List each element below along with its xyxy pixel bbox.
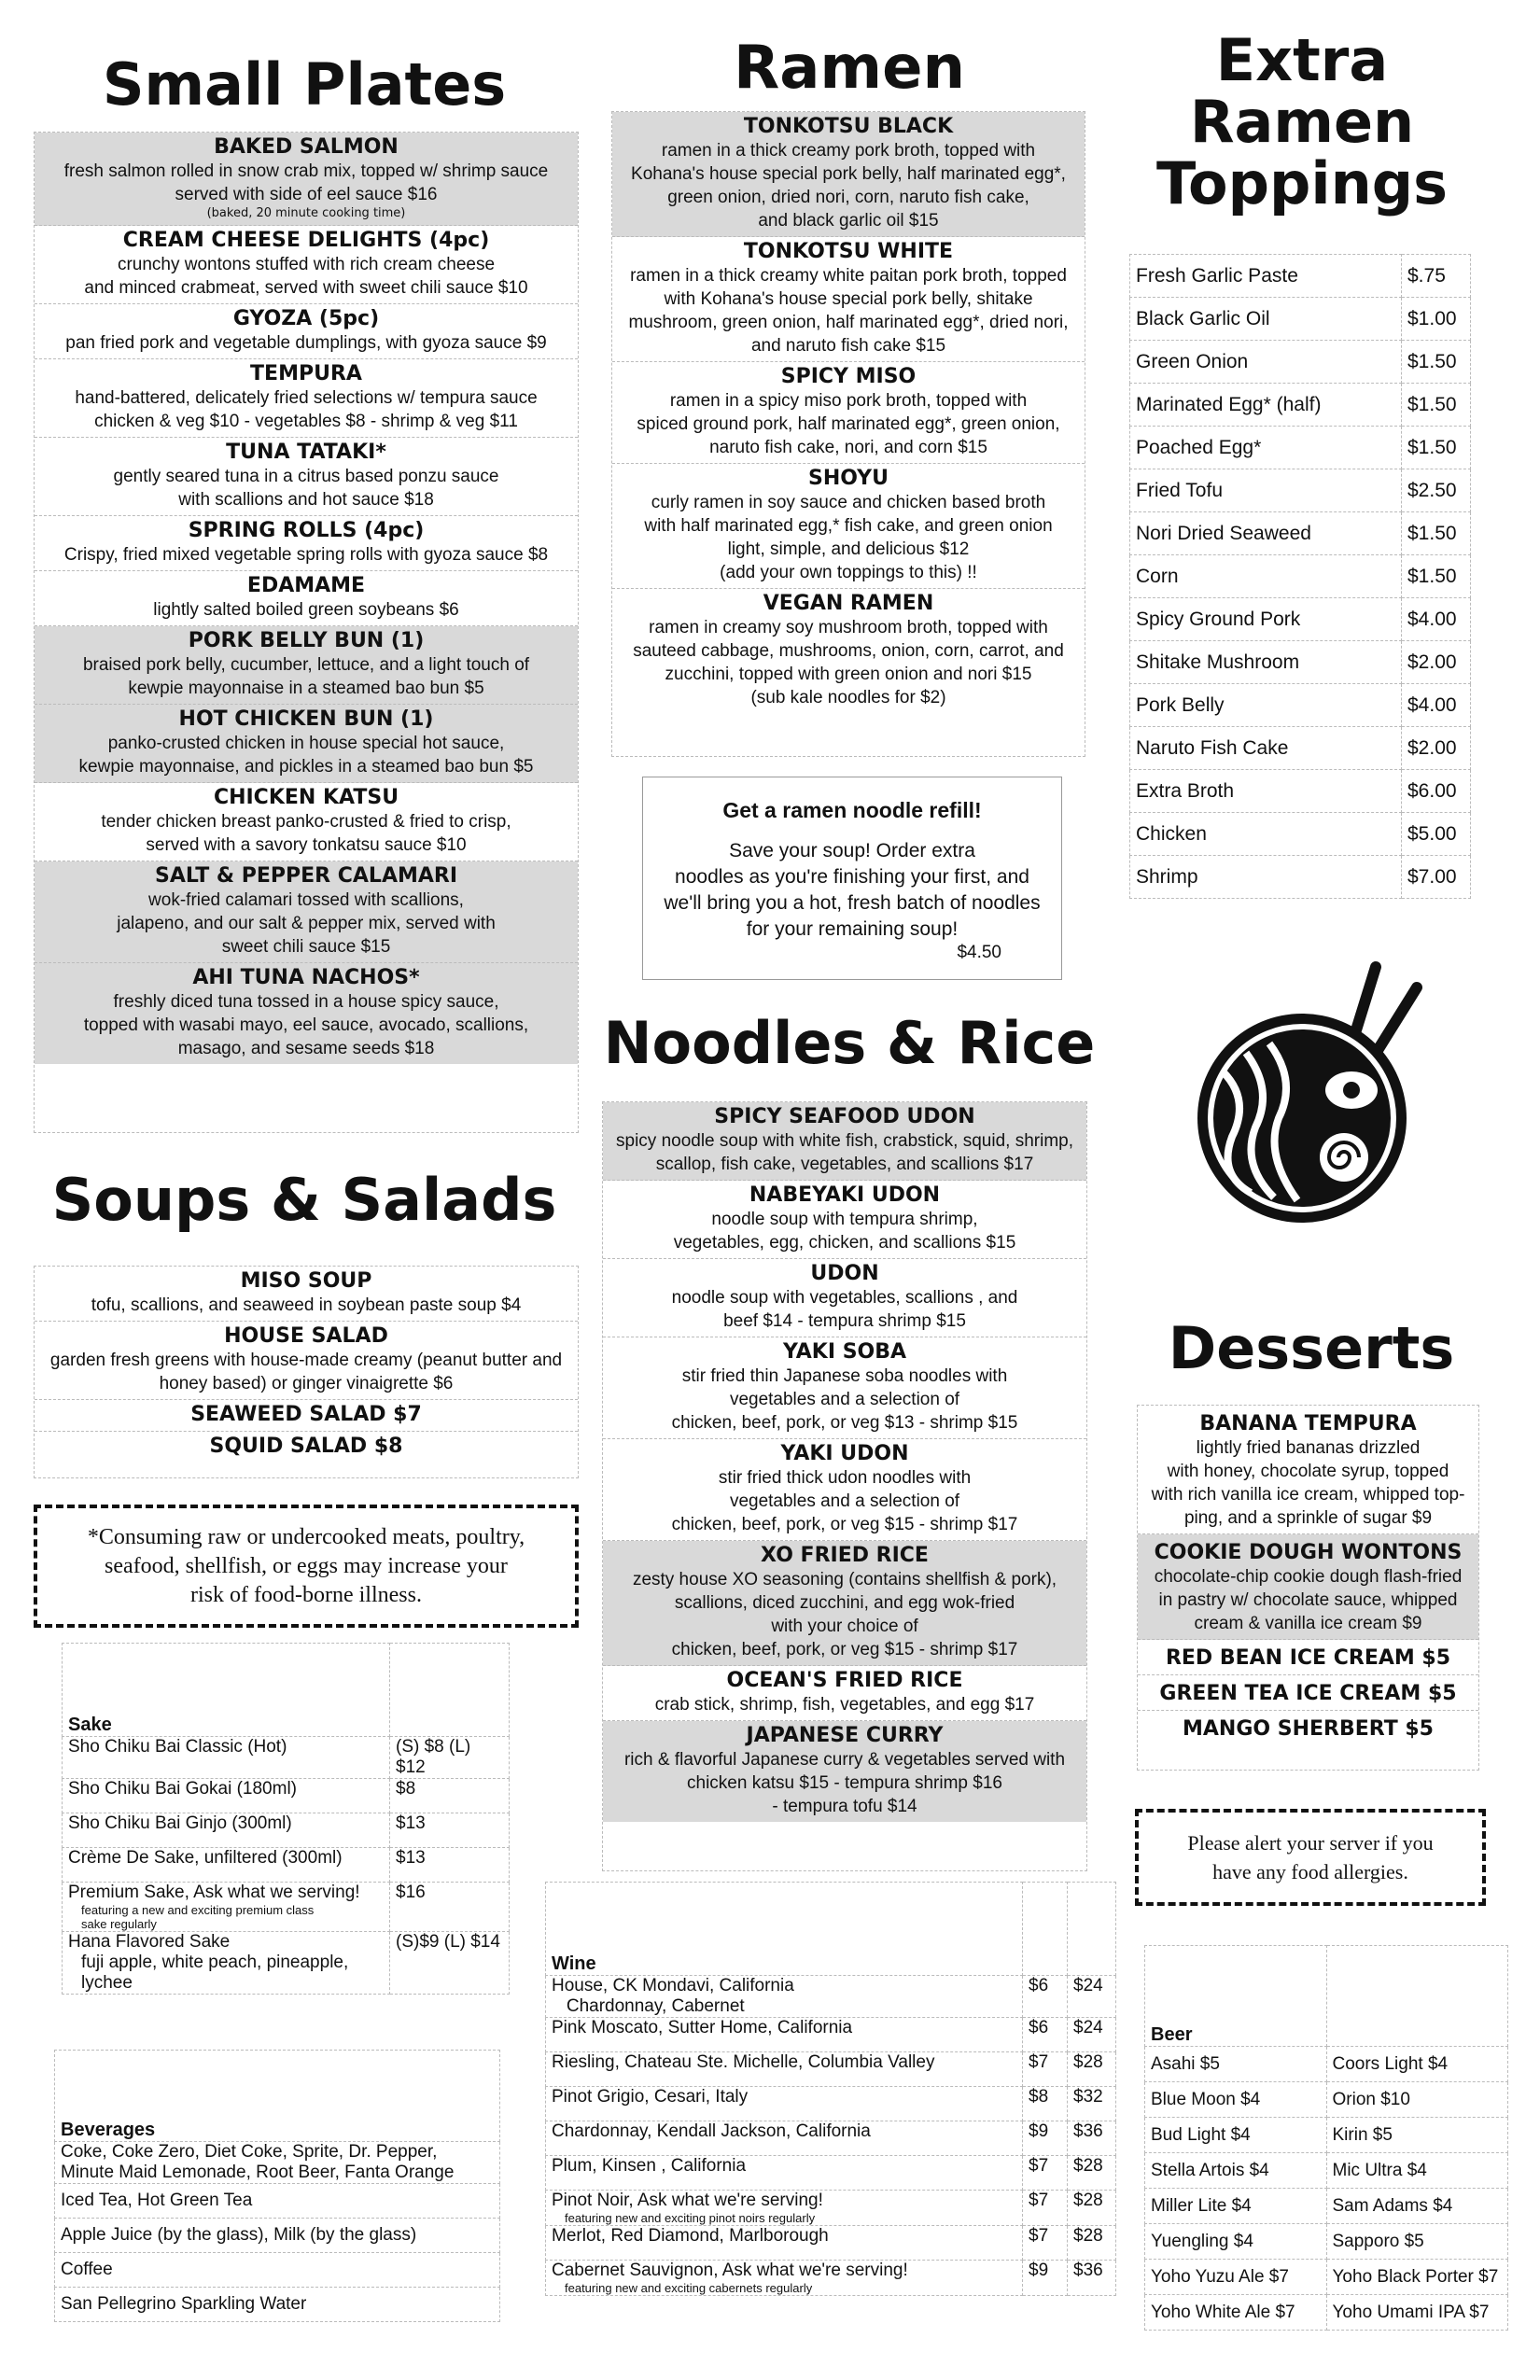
item-name: TONKOTSU WHITE xyxy=(743,240,954,263)
item-name: VEGAN RAMEN xyxy=(763,592,934,615)
soups-item xyxy=(35,1322,578,1400)
beverage-item: Coke, Coke Zero, Diet Coke, Sprite, Dr. Pepper, Minute Maid Lemonade, Root Beer, Fanta Orange xyxy=(55,2142,500,2184)
wine-heading-row xyxy=(546,1883,1116,1976)
beverage-item: Iced Tea, Hot Green Tea xyxy=(55,2184,500,2219)
ramen-item xyxy=(612,362,1085,464)
wine-name: Chardonnay, Kendall Jackson, California xyxy=(552,2121,871,2141)
item-description: ramen in a thick creamy white paitan pork broth, topped with Kohana's house special pork belly, shitake mushroom, green onion, half marinated egg*, dried nori, and naruto fish cake $15 xyxy=(628,266,1069,356)
topping-name: Extra Broth xyxy=(1130,770,1402,813)
small-plates-item xyxy=(35,133,578,226)
small-plates-item xyxy=(35,783,578,861)
beer-row xyxy=(1145,2082,1508,2118)
beverage-item: San Pellegrino Sparkling Water xyxy=(55,2288,500,2322)
beer-row xyxy=(1145,2295,1508,2331)
beer-item: Asahi $5 xyxy=(1145,2047,1327,2082)
wine-name-cell xyxy=(546,2052,1023,2087)
small-plates-item xyxy=(35,705,578,783)
item-name: CREAM CHEESE DELIGHTS (4pc) xyxy=(122,229,490,252)
topping-row xyxy=(1130,813,1471,856)
wine-name: Pinot Noir, Ask what we're serving! xyxy=(552,2191,823,2210)
wine-name-cell xyxy=(546,2191,1023,2226)
item-name: EDAMAME xyxy=(246,574,366,597)
topping-name: Green Onion xyxy=(1130,341,1402,384)
sake-price: $8 xyxy=(390,1779,510,1813)
sake-price: $13 xyxy=(390,1813,510,1848)
empty-cell xyxy=(390,1644,510,1737)
sake-name: Sho Chiku Bai Classic (Hot) xyxy=(68,1737,287,1757)
ramen-item xyxy=(612,464,1085,589)
refill-price: $4.50 xyxy=(957,943,1001,962)
soups-menu xyxy=(34,1266,579,1478)
item-name: TEMPURA xyxy=(250,362,362,385)
topping-row xyxy=(1130,770,1471,813)
beer-row xyxy=(1145,2189,1508,2224)
sake-name-cell xyxy=(63,1813,390,1848)
sake-price: $16 xyxy=(390,1883,510,1932)
wine-row xyxy=(546,2121,1116,2156)
item-name: JAPANESE CURRY xyxy=(746,1724,944,1747)
item-name: NABEYAKI UDON xyxy=(749,1183,941,1207)
small-plates-item xyxy=(35,963,578,1064)
wine-glass-price: $6 xyxy=(1023,2018,1068,2052)
beer-item: Yuengling $4 xyxy=(1145,2224,1327,2260)
item-description: tender chicken breast panko-crusted & fried to crisp, served with a savory tonkatsu sauce $10 xyxy=(101,812,511,855)
noodles-item xyxy=(603,1181,1086,1259)
sake-row xyxy=(63,1737,510,1779)
wine-glass-price: $7 xyxy=(1023,2052,1068,2087)
topping-price: $4.00 xyxy=(1402,684,1471,727)
topping-row xyxy=(1130,384,1471,427)
beverage-row xyxy=(55,2288,500,2322)
sake-name: Premium Sake, Ask what we serving! xyxy=(68,1883,360,1902)
beer-row xyxy=(1145,2047,1508,2082)
item-description: fresh salmon rolled in snow crab mix, topped w/ shrimp sauce served with side of eel sauce $16 xyxy=(63,161,549,204)
item-name: TUNA TATAKI* xyxy=(226,441,386,464)
sake-name: Sho Chiku Bai Ginjo (300ml) xyxy=(68,1813,292,1833)
beer-row xyxy=(1145,2224,1508,2260)
ramen-item xyxy=(612,589,1085,713)
item-description: ramen in a spicy miso pork broth, topped with spiced ground pork, half marinated egg*, green onion, naruto fish cake, nori, and corn $15 xyxy=(637,391,1060,457)
topping-name: Chicken xyxy=(1130,813,1402,856)
wine-glass-price: $7 xyxy=(1023,2191,1068,2226)
noodles-item xyxy=(603,1337,1086,1439)
small-plates-item xyxy=(35,304,578,359)
noodles-item xyxy=(603,1102,1086,1181)
item-description: crab stick, shrimp, fish, vegetables, and egg $17 xyxy=(654,1695,1035,1715)
small-plates-heading: Small Plates xyxy=(102,50,507,119)
wine-bottle-price: $36 xyxy=(1068,2261,1116,2296)
topping-row xyxy=(1130,427,1471,469)
item-name: SHOYU xyxy=(808,467,889,490)
beverage-item: Apple Juice (by the glass), Milk (by the glass) xyxy=(55,2219,500,2253)
item-description: freshly diced tuna tossed in a house spicy sauce, topped with wasabi mayo, eel sauce, avocado, scallions, masago, and sesame seeds $18 xyxy=(83,992,529,1058)
refill-title: Get a ramen noodle refill! xyxy=(722,798,982,822)
sake-name-cell xyxy=(63,1737,390,1779)
sake-price: (S) $8 (L) $12 xyxy=(390,1737,510,1779)
small-plates-item xyxy=(35,438,578,516)
ramen-heading: Ramen xyxy=(733,34,966,103)
wine-row xyxy=(546,1976,1116,2018)
wine-note: featuring new and exciting pinot noirs regularly xyxy=(565,2211,816,2225)
beverages-heading-row xyxy=(55,2051,500,2142)
soups-salads-heading: Soups & Salads xyxy=(51,1166,557,1234)
sake-name-cell xyxy=(63,1848,390,1883)
desserts-heading: Desserts xyxy=(1168,1314,1455,1382)
small-plates-item xyxy=(35,626,578,705)
item-description: ramen in a thick creamy pork broth, topped with Kohana's house special pork belly, half marinated egg*, green onion, dried nori, corn, naruto fish cake, and black garlic oil $15 xyxy=(631,141,1066,231)
item-description: spicy noodle soup with white fish, crabstick, squid, shrimp, scallop, fish cake, vegetables, and scallions $17 xyxy=(616,1131,1073,1174)
sake-name: Hana Flavored Sake xyxy=(68,1932,231,1952)
wine-bottle-price: $36 xyxy=(1068,2121,1116,2156)
toppings-table xyxy=(1129,254,1471,899)
wine-bottle-price: $28 xyxy=(1068,2156,1116,2191)
beer-item: Sapporo $5 xyxy=(1326,2224,1508,2260)
item-name: BAKED SALMON xyxy=(214,135,399,159)
wine-name: Pink Moscato, Sutter Home, California xyxy=(552,2018,853,2037)
topping-row xyxy=(1130,856,1471,899)
sake-flavors: fuji apple, white peach, pineapple, lychee xyxy=(81,1953,349,1993)
topping-price: $.75 xyxy=(1402,255,1471,298)
beer-item: Yoho Yuzu Ale $7 xyxy=(1145,2260,1327,2295)
soups-item xyxy=(35,1400,578,1432)
wine-name-cell xyxy=(546,2018,1023,2052)
small-plates-item xyxy=(35,571,578,626)
noodles-item xyxy=(603,1259,1086,1337)
wine-name: Plum, Kinsen , California xyxy=(552,2156,747,2176)
wine-title: Wine xyxy=(546,1883,1023,1976)
wine-row xyxy=(546,2087,1116,2121)
wine-glass-price: $7 xyxy=(1023,2156,1068,2191)
small-plates-item xyxy=(35,861,578,963)
wine-name-cell xyxy=(546,2121,1023,2156)
sake-row xyxy=(63,1932,510,1995)
wine-name: Cabernet Sauvignon, Ask what we're serving! xyxy=(552,2261,908,2280)
sake-price: (S)$9 (L) $14 xyxy=(390,1932,510,1995)
noodles-item xyxy=(603,1541,1086,1666)
topping-name: Spicy Ground Pork xyxy=(1130,598,1402,641)
item-name: PORK BELLY BUN (1) xyxy=(188,629,425,652)
empty-cell xyxy=(1023,1883,1068,1976)
item-description: garden fresh greens with house-made creamy (peanut butter and honey based) or ginger vinaigrette $6 xyxy=(49,1351,563,1393)
item-description: lightly fried bananas drizzled with honey, chocolate syrup, topped with rich vanilla ice cream, whipped top- ping, and a sprinkle of sugar $9 xyxy=(1151,1438,1465,1528)
sake-row xyxy=(63,1779,510,1813)
item-name: GYOZA (5pc) xyxy=(232,307,380,330)
wine-row xyxy=(546,2191,1116,2226)
sake-row xyxy=(63,1813,510,1848)
item-description: panko-crusted chicken in house special hot sauce, kewpie mayonnaise, and pickles in a steamed bao bun $5 xyxy=(78,734,534,777)
item-name: SEAWEED SALAD $7 xyxy=(190,1403,422,1426)
small-plates-item xyxy=(35,226,578,304)
item-name: SPICY SEAFOOD UDON xyxy=(714,1105,975,1128)
sake-heading-row xyxy=(63,1644,510,1737)
noodles-item xyxy=(603,1439,1086,1541)
beer-item: Orion $10 xyxy=(1326,2082,1508,2118)
desserts-item xyxy=(1138,1534,1478,1640)
sake-table xyxy=(62,1643,510,1995)
topping-name: Pork Belly xyxy=(1130,684,1402,727)
item-name: HOT CHICKEN BUN (1) xyxy=(178,707,434,731)
topping-name: Shitake Mushroom xyxy=(1130,641,1402,684)
wine-bottle-price: $28 xyxy=(1068,2226,1116,2261)
soups-item xyxy=(35,1432,578,1463)
item-name: YAKI UDON xyxy=(780,1442,909,1465)
wine-glass-price: $9 xyxy=(1023,2121,1068,2156)
wine-row xyxy=(546,2156,1116,2191)
extra-toppings-heading: Extra Ramen Toppings xyxy=(1155,26,1449,217)
topping-name: Fried Tofu xyxy=(1130,469,1402,512)
allergy-note: Please alert your server if you have any food allergies. xyxy=(1135,1809,1486,1906)
small-plates-item xyxy=(35,516,578,571)
item-name: SQUID SALAD $8 xyxy=(209,1435,403,1458)
topping-price: $1.50 xyxy=(1402,555,1471,598)
topping-row xyxy=(1130,555,1471,598)
item-name: SALT & PEPPER CALAMARI xyxy=(154,864,458,888)
item-description: hand-battered, delicately fried selections w/ tempura sauce chicken & veg $10 - vegetables $8 - shrimp & veg $11 xyxy=(75,388,538,431)
raw-food-warning: *Consuming raw or undercooked meats, poultry, seafood, shellfish, or eggs may increase your risk of food-borne illness. xyxy=(34,1505,579,1628)
topping-price: $5.00 xyxy=(1402,813,1471,856)
beer-heading-row xyxy=(1145,1946,1508,2047)
beer-item: Stella Artois $4 xyxy=(1145,2153,1327,2189)
sake-row xyxy=(63,1848,510,1883)
sake-name-cell xyxy=(63,1883,390,1932)
topping-price: $2.00 xyxy=(1402,727,1471,770)
topping-row xyxy=(1130,641,1471,684)
item-description: wok-fried calamari tossed with scallions, jalapeno, and our salt & pepper mix, served with sweet chili sauce $15 xyxy=(117,890,496,957)
wine-bottle-price: $28 xyxy=(1068,2052,1116,2087)
wine-bottle-price: $24 xyxy=(1068,2018,1116,2052)
beverage-row xyxy=(55,2142,500,2184)
topping-name: Poached Egg* xyxy=(1130,427,1402,469)
wine-glass-price: $8 xyxy=(1023,2087,1068,2121)
sake-name-cell xyxy=(63,1779,390,1813)
sake-name: Sho Chiku Bai Gokai (180ml) xyxy=(68,1779,297,1799)
beer-item: Miller Lite $4 xyxy=(1145,2189,1327,2224)
sake-row xyxy=(63,1883,510,1932)
topping-name: Naruto Fish Cake xyxy=(1130,727,1402,770)
ramen-item xyxy=(612,237,1085,362)
item-name: MANGO SHERBERT $5 xyxy=(1182,1717,1434,1741)
beer-row xyxy=(1145,2118,1508,2153)
item-name: RED BEAN ICE CREAM $5 xyxy=(1165,1646,1451,1670)
item-description: lightly salted boiled green soybeans $6 xyxy=(153,600,459,620)
item-description: chocolate-chip cookie dough flash-fried in pastry w/ chocolate sauce, whipped cream & vanilla ice cream $9 xyxy=(1154,1567,1463,1633)
beverage-row xyxy=(55,2253,500,2288)
item-name: GREEN TEA ICE CREAM $5 xyxy=(1159,1682,1457,1705)
beer-title: Beer xyxy=(1145,1946,1327,2047)
empty-cell xyxy=(1326,1946,1508,2047)
topping-price: $1.50 xyxy=(1402,512,1471,555)
topping-price: $2.00 xyxy=(1402,641,1471,684)
beverages-title: Beverages xyxy=(55,2051,500,2142)
sake-note: featuring a new and exciting premium class sake regularly xyxy=(81,1903,315,1931)
item-name: TONKOTSU BLACK xyxy=(743,115,954,138)
topping-price: $2.50 xyxy=(1402,469,1471,512)
topping-row xyxy=(1130,298,1471,341)
wine-glass-price: $9 xyxy=(1023,2261,1068,2296)
wine-row xyxy=(546,2018,1116,2052)
sake-price: $13 xyxy=(390,1848,510,1883)
beer-item: Yoho Umami IPA $7 xyxy=(1326,2295,1508,2331)
wine-name: Pinot Grigio, Cesari, Italy xyxy=(552,2087,749,2107)
desserts-item xyxy=(1138,1711,1478,1745)
item-name: BANANA TEMPURA xyxy=(1199,1412,1417,1435)
beer-row xyxy=(1145,2260,1508,2295)
beer-item: Coors Light $4 xyxy=(1326,2047,1508,2082)
ramen-menu xyxy=(611,111,1085,757)
wine-row xyxy=(546,2052,1116,2087)
beer-item: Bud Light $4 xyxy=(1145,2118,1327,2153)
item-name: SPRING ROLLS (4pc) xyxy=(188,519,425,542)
topping-row xyxy=(1130,469,1471,512)
noodles-menu xyxy=(602,1101,1087,1871)
topping-name: Corn xyxy=(1130,555,1402,598)
ramen-bowl-icon xyxy=(1185,959,1437,1230)
wine-row xyxy=(546,2226,1116,2261)
wine-bottle-price: $24 xyxy=(1068,1976,1116,2018)
item-name: AHI TUNA NACHOS* xyxy=(192,966,420,989)
topping-price: $1.50 xyxy=(1402,341,1471,384)
item-description: Crispy, fried mixed vegetable spring rolls with gyoza sauce $8 xyxy=(63,545,549,565)
topping-name: Black Garlic Oil xyxy=(1130,298,1402,341)
beverages-table xyxy=(54,2050,500,2322)
topping-row xyxy=(1130,512,1471,555)
item-name: COOKIE DOUGH WONTONS xyxy=(1154,1541,1463,1564)
beverage-row xyxy=(55,2184,500,2219)
wine-name: Riesling, Chateau Ste. Michelle, Columbia Valley xyxy=(552,2052,935,2072)
item-description: stir fried thick udon noodles with vegetables and a selection of chicken, beef, pork, or veg $15 - shrimp $17 xyxy=(671,1468,1018,1534)
item-note: (baked, 20 minute cooking time) xyxy=(206,206,406,220)
topping-price: $1.50 xyxy=(1402,427,1471,469)
ramen-item xyxy=(612,112,1085,237)
item-description: crunchy wontons stuffed with rich cream cheese and minced crabmeat, served with sweet chili sauce $10 xyxy=(84,255,528,298)
item-name: XO FRIED RICE xyxy=(761,1544,929,1567)
topping-row xyxy=(1130,684,1471,727)
item-description: braised pork belly, cucumber, lettuce, and a light touch of kewpie mayonnaise in a steamed bao bun $5 xyxy=(82,655,530,698)
wine-name: Merlot, Red Diamond, Marlborough xyxy=(552,2226,829,2246)
beverage-row xyxy=(55,2219,500,2253)
topping-price: $1.00 xyxy=(1402,298,1471,341)
soups-item xyxy=(35,1267,578,1322)
beer-item: Yoho Black Porter $7 xyxy=(1326,2260,1508,2295)
wine-name-cell xyxy=(546,2087,1023,2121)
item-description: noodle soup with vegetables, scallions , and beef $14 - tempura shrimp $15 xyxy=(671,1288,1018,1331)
item-name: SPICY MISO xyxy=(780,365,917,388)
item-description: tofu, scallions, and seaweed in soybean paste soup $4 xyxy=(91,1295,522,1315)
wine-name-cell xyxy=(546,2261,1023,2296)
beer-item: Sam Adams $4 xyxy=(1326,2189,1508,2224)
small-plates-item xyxy=(35,359,578,438)
desserts-item xyxy=(1138,1406,1478,1534)
topping-name: Fresh Garlic Paste xyxy=(1130,255,1402,298)
noodles-rice-heading: Noodles & Rice xyxy=(603,1009,1096,1077)
small-plates-menu xyxy=(34,132,579,1133)
wine-row xyxy=(546,2261,1116,2296)
topping-row xyxy=(1130,341,1471,384)
sake-title: Sake xyxy=(63,1644,390,1737)
beer-row xyxy=(1145,2153,1508,2189)
wine-name-cell xyxy=(546,2226,1023,2261)
beer-item: Mic Ultra $4 xyxy=(1326,2153,1508,2189)
desserts-item xyxy=(1138,1675,1478,1711)
item-name: MISO SOUP xyxy=(240,1269,372,1293)
beer-item: Kirin $5 xyxy=(1326,2118,1508,2153)
item-name: UDON xyxy=(810,1262,879,1285)
sake-name: Crème De Sake, unfiltered (300ml) xyxy=(68,1848,343,1868)
noodles-item xyxy=(603,1721,1086,1822)
beer-table xyxy=(1144,1945,1508,2331)
beer-item: Yoho White Ale $7 xyxy=(1145,2295,1327,2331)
refill-box xyxy=(642,777,1062,980)
beer-item: Blue Moon $4 xyxy=(1145,2082,1327,2118)
wine-bottle-price: $32 xyxy=(1068,2087,1116,2121)
topping-price: $1.50 xyxy=(1402,384,1471,427)
item-description: pan fried pork and vegetable dumplings, with gyoza sauce $9 xyxy=(65,333,547,353)
topping-price: $6.00 xyxy=(1402,770,1471,813)
item-name: CHICKEN KATSU xyxy=(213,786,399,809)
noodles-item xyxy=(603,1666,1086,1721)
desserts-menu xyxy=(1137,1405,1479,1771)
item-description: curly ramen in soy sauce and chicken based broth with half marinated egg,* fish cake, and green onion light, simple, and delicious $12 (add your own toppings to this) !! xyxy=(644,493,1053,582)
item-name: HOUSE SALAD xyxy=(224,1324,388,1348)
topping-name: Shrimp xyxy=(1130,856,1402,899)
wine-name: House, CK Mondavi, California Chardonnay, Cabernet xyxy=(552,1976,794,2016)
topping-price: $7.00 xyxy=(1402,856,1471,899)
item-description: zesty house XO seasoning (contains shellfish & pork), scallions, diced zucchini, and egg wok-fried with your choice of chicken, beef, pork, or veg $15 - shrimp $17 xyxy=(632,1570,1057,1659)
item-description: noodle soup with tempura shrimp, vegetables, egg, chicken, and scallions $15 xyxy=(673,1210,1016,1253)
topping-name: Marinated Egg* (half) xyxy=(1130,384,1402,427)
beverage-item: Coffee xyxy=(55,2253,500,2288)
wine-bottle-price: $28 xyxy=(1068,2191,1116,2226)
item-description: rich & flavorful Japanese curry & vegetables served with chicken katsu $15 - tempura shrimp $16 - tempura tofu $14 xyxy=(623,1750,1066,1816)
item-description: stir fried thin Japanese soba noodles with vegetables and a selection of chicken, beef, pork, or veg $13 - shrimp $15 xyxy=(671,1366,1018,1433)
desserts-item xyxy=(1138,1640,1478,1675)
topping-price: $4.00 xyxy=(1402,598,1471,641)
topping-name: Nori Dried Seaweed xyxy=(1130,512,1402,555)
wine-name-cell xyxy=(546,1976,1023,2018)
wine-name-cell xyxy=(546,2156,1023,2191)
item-name: OCEAN'S FRIED RICE xyxy=(726,1669,963,1692)
wine-table xyxy=(545,1882,1116,2296)
item-description: gently seared tuna in a citrus based ponzu sauce with scallions and hot sauce $18 xyxy=(113,467,499,510)
topping-row xyxy=(1130,727,1471,770)
topping-row xyxy=(1130,255,1471,298)
item-description: ramen in creamy soy mushroom broth, topped with sauteed cabbage, mushrooms, onion, corn, carrot, and zucchini, topped with green onion and nori $15 (sub kale noodles for $2) xyxy=(633,618,1064,707)
sake-name-cell xyxy=(63,1932,390,1995)
empty-cell xyxy=(1068,1883,1116,1976)
wine-glass-price: $6 xyxy=(1023,1976,1068,2018)
wine-note: featuring new and exciting cabernets regularly xyxy=(565,2281,813,2295)
topping-row xyxy=(1130,598,1471,641)
wine-glass-price: $7 xyxy=(1023,2226,1068,2261)
refill-text: Save your soup! Order extra noodles as you're finishing your first, and we'll bring you a hot, fresh batch of noodles for your remaining soup! xyxy=(664,840,1041,940)
item-name: YAKI SOBA xyxy=(782,1340,907,1364)
